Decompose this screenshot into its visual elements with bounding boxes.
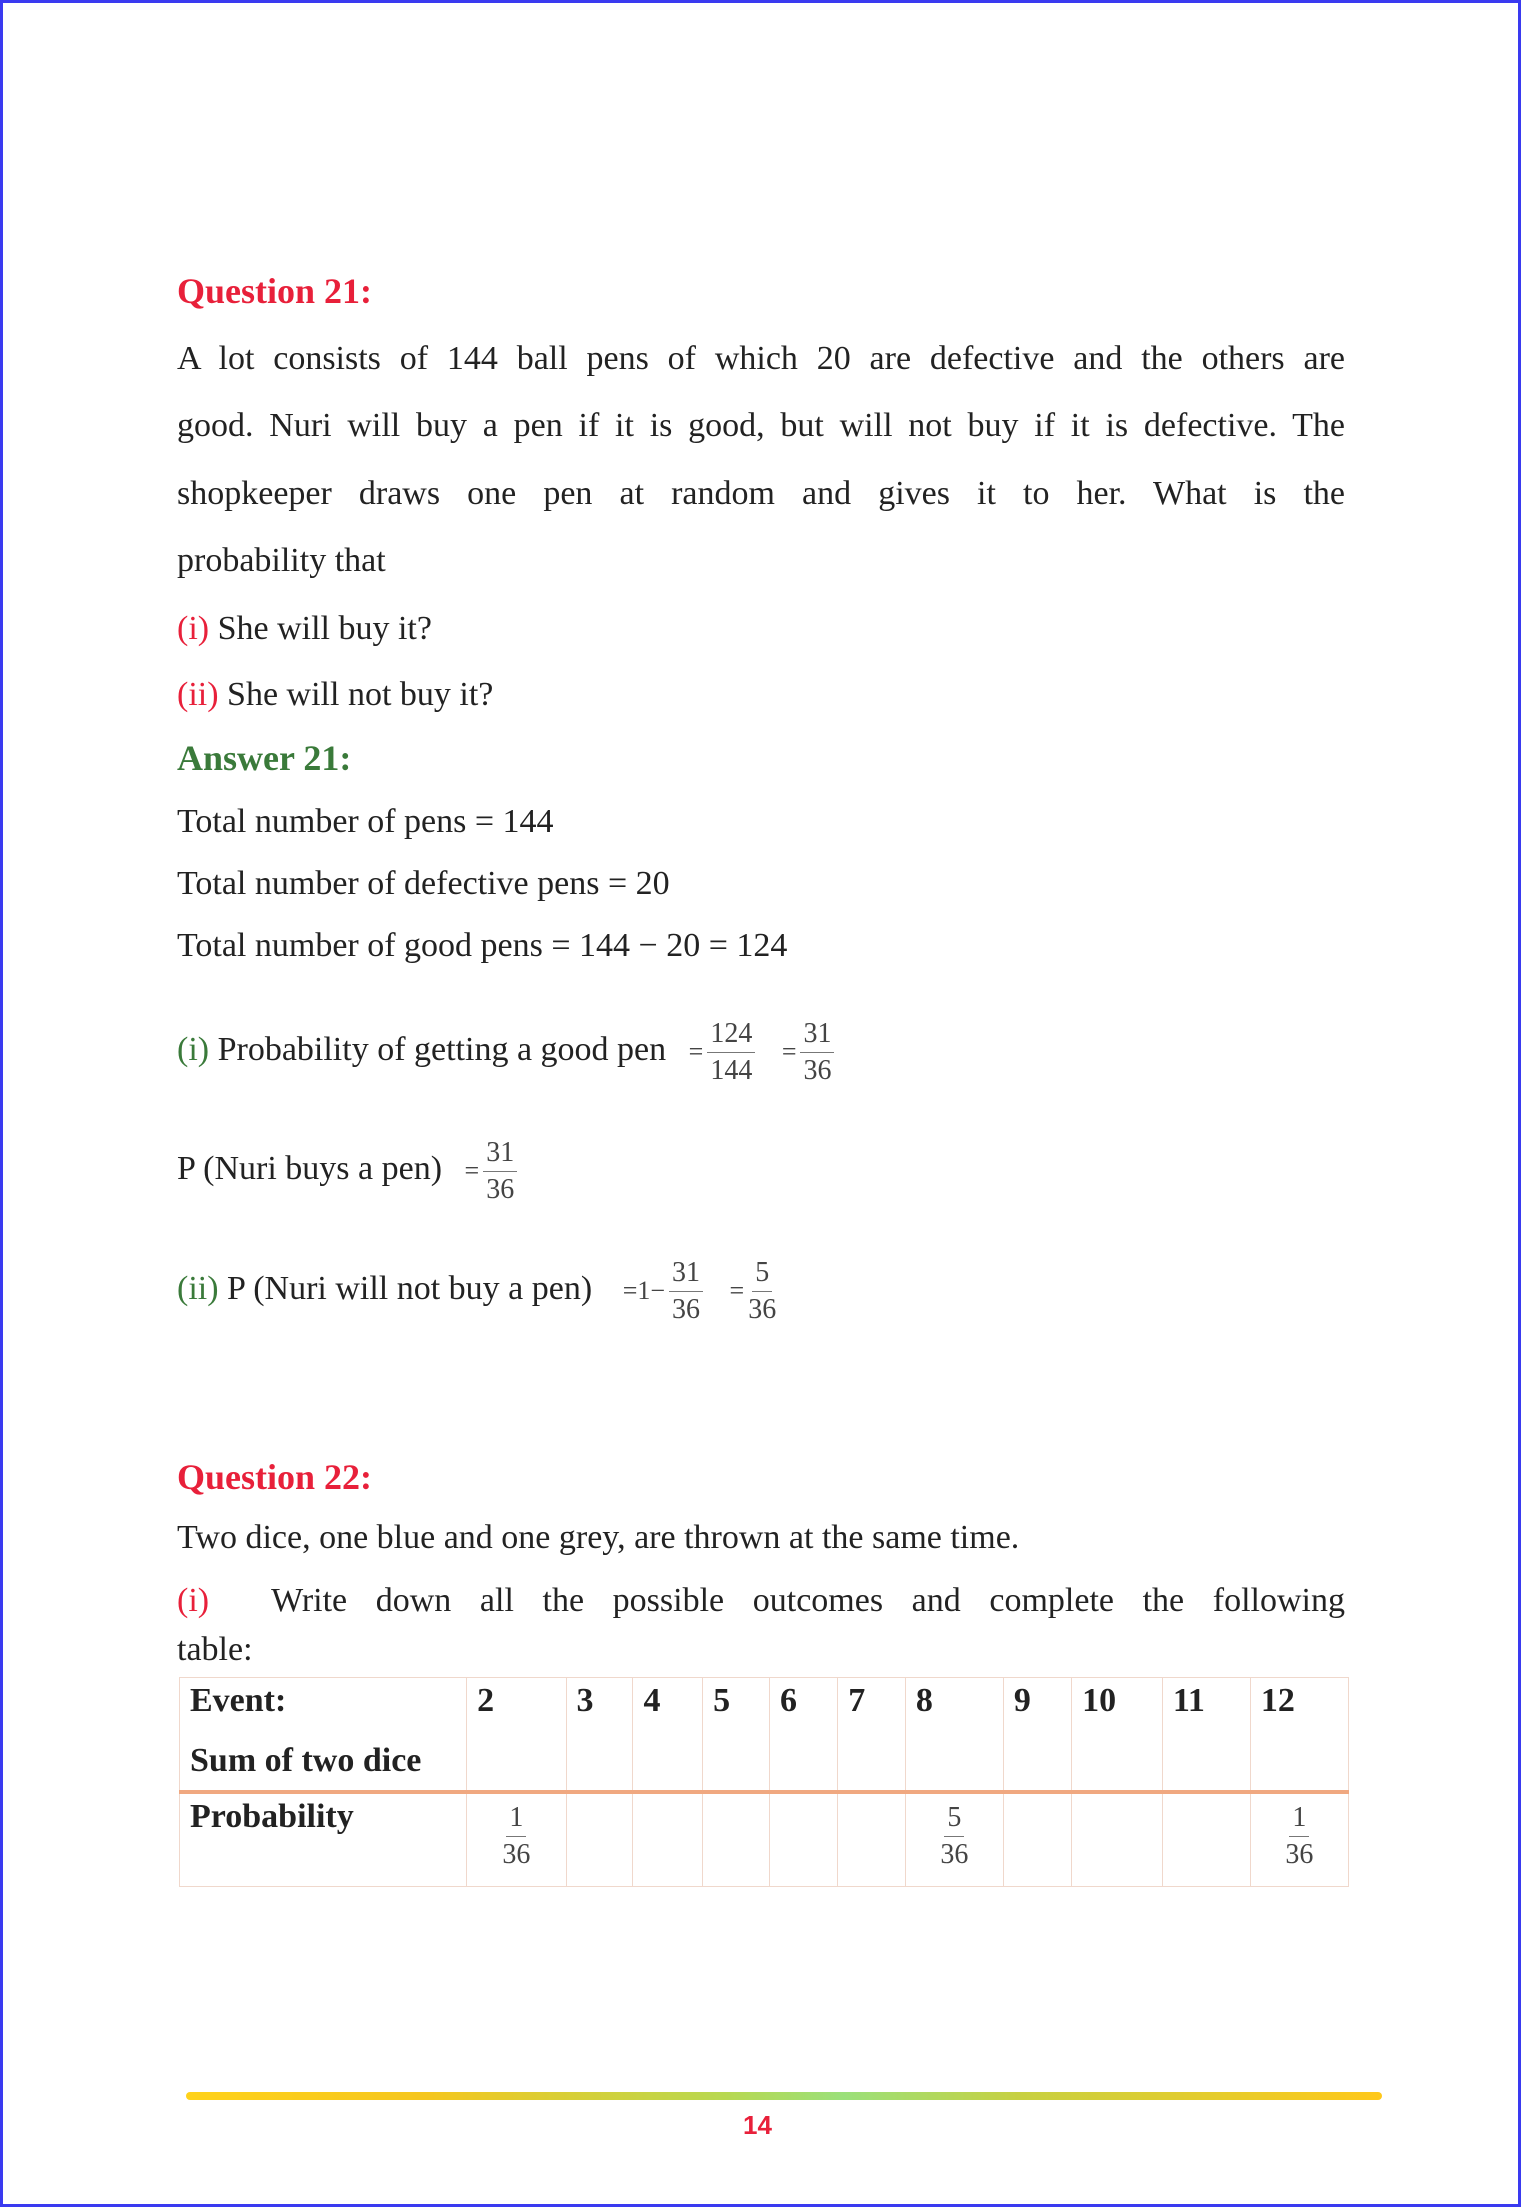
- question-22-title: Question 22:: [177, 1457, 373, 1497]
- numerator: 1: [506, 1800, 526, 1837]
- one-minus: =1−: [622, 1276, 666, 1305]
- a21-line: Total number of pens = 144: [177, 803, 554, 840]
- a21-p-nuri-buys: [177, 1129, 521, 1211]
- sum-cell: 8: [905, 1678, 1003, 1793]
- q21-part-i: [177, 609, 432, 649]
- part-text: She will not buy it?: [218, 676, 494, 713]
- sum-cell: 7: [838, 1678, 906, 1793]
- a21-line: Total number of defective pens = 20: [177, 865, 670, 902]
- page-number: 14: [743, 2110, 772, 2140]
- probability-label: Probability: [180, 1792, 467, 1887]
- footer-divider: [186, 2092, 1382, 2100]
- dice-sum-table: [179, 1677, 1349, 1887]
- q21-line: good. Nuri will buy a pen if it is good, but will not buy if it is defective. The: [177, 407, 1345, 444]
- part-label: (ii): [177, 1270, 219, 1307]
- sum-cell: 9: [1003, 1678, 1071, 1793]
- probability-cell: [703, 1792, 770, 1887]
- probability-cell: [566, 1792, 633, 1887]
- sum-cell: 5: [703, 1678, 770, 1793]
- probability-cell: [1250, 1792, 1348, 1887]
- q22-line: table:: [177, 1631, 253, 1668]
- fraction: [940, 1800, 968, 1873]
- denominator: 144: [710, 1054, 753, 1086]
- probability-cell: [1003, 1792, 1071, 1887]
- table-header-row: [180, 1678, 1349, 1793]
- q22-part-i: [177, 1581, 1345, 1621]
- equals: =: [464, 1156, 480, 1185]
- probability-cell: [770, 1792, 838, 1887]
- probability-cell: [633, 1792, 703, 1887]
- part-label: (ii): [177, 676, 219, 713]
- sum-cell: 2: [467, 1678, 566, 1793]
- q21-line: shopkeeper draws one pen at random and gives it to her. What is the: [177, 475, 1345, 512]
- probability-cell: [1162, 1792, 1250, 1887]
- a21-line: Total number of good pens = 144 − 20 = 124: [177, 927, 788, 964]
- answer-21-title: Answer 21:: [177, 738, 352, 778]
- header-label: Event:: [190, 1682, 287, 1719]
- part-text: Write down all the possible outcomes and complete the following: [271, 1582, 1345, 1619]
- denominator: 36: [748, 1293, 777, 1325]
- event-header: [180, 1678, 467, 1793]
- denominator: 36: [803, 1054, 832, 1086]
- probability-cell: [467, 1792, 566, 1887]
- fraction: [502, 1800, 530, 1873]
- part-text: Probability of getting a good pen: [209, 1031, 667, 1068]
- probability-cell: [1072, 1792, 1163, 1887]
- denominator: 36: [502, 1839, 531, 1870]
- q22-line: Two dice, one blue and one grey, are thrown at the same time.: [177, 1519, 1020, 1556]
- part-label: (i): [177, 1582, 210, 1619]
- equals: =: [688, 1037, 704, 1066]
- numerator: 124: [707, 1016, 755, 1053]
- numerator: 31: [800, 1016, 834, 1053]
- sum-cell: 6: [770, 1678, 838, 1793]
- part-label: (i): [177, 610, 210, 647]
- part-text: She will buy it?: [209, 610, 432, 647]
- probability-cell: [838, 1792, 906, 1887]
- denominator: 36: [1285, 1839, 1314, 1870]
- sum-cell: 11: [1162, 1678, 1250, 1793]
- fraction: [707, 1016, 755, 1089]
- q21-line: A lot consists of 144 ball pens of which 20 are defective and the others are: [177, 340, 1345, 377]
- fraction: [1285, 1800, 1313, 1873]
- equals: =: [781, 1037, 797, 1066]
- sum-cell: 10: [1072, 1678, 1163, 1793]
- part-text: P (Nuri will not buy a pen): [218, 1270, 593, 1307]
- denominator: 36: [940, 1839, 969, 1870]
- sum-cell: 12: [1250, 1678, 1348, 1793]
- part-text: P (Nuri buys a pen): [177, 1150, 443, 1187]
- a21-part-ii: [177, 1249, 780, 1331]
- sum-cell: 4: [633, 1678, 703, 1793]
- probability-cell: [905, 1792, 1003, 1887]
- fraction: [669, 1255, 703, 1328]
- numerator: 5: [944, 1800, 964, 1837]
- numerator: 1: [1289, 1800, 1309, 1837]
- fraction: [483, 1135, 517, 1208]
- numerator: 31: [483, 1135, 517, 1172]
- a21-part-i: [177, 1010, 838, 1092]
- numerator: 5: [752, 1255, 772, 1292]
- q21-line: probability that: [177, 542, 386, 579]
- question-21-title: Question 21:: [177, 271, 373, 311]
- q21-part-ii: [177, 675, 493, 715]
- fraction: [748, 1255, 776, 1328]
- equals: =: [729, 1276, 745, 1305]
- denominator: 36: [672, 1293, 701, 1325]
- table-row: [180, 1792, 1349, 1887]
- numerator: 31: [669, 1255, 703, 1292]
- sum-cell: 3: [566, 1678, 633, 1793]
- header-label: Sum of two dice: [190, 1742, 422, 1779]
- part-label: (i): [177, 1031, 210, 1068]
- fraction: [800, 1016, 834, 1089]
- denominator: 36: [486, 1173, 515, 1205]
